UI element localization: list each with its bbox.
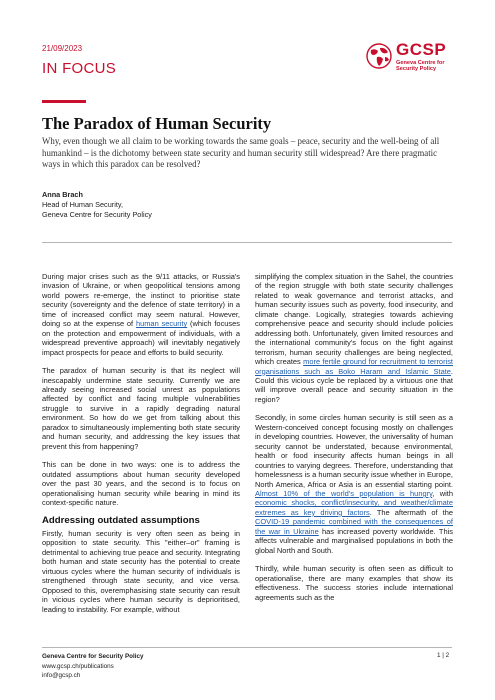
gcsp-logo[interactable] — [365, 40, 465, 74]
paragraph — [255, 413, 453, 555]
text-run: . The aftermath of the — [369, 507, 453, 517]
text-run: , with — [432, 488, 454, 498]
article-lead: Why, even though we all claim to be working towards the same goals – peace, security and the well-being of all humankind – is the dichotomy between state security and human security still widespread? Are there pragmatic ways in which this paradox can be resolved? — [42, 136, 440, 170]
footer — [42, 652, 144, 681]
left-column — [42, 272, 240, 623]
accent-rule — [42, 100, 86, 103]
world-hunger-link[interactable]: Almost 10% of the world's population is hungry — [255, 488, 433, 498]
text-run: has increased poverty worldwide. This affects vulnerable and marginalised populations in both the global North and South. — [255, 526, 453, 555]
paragraph: Firstly, human security is very often seen as being in opposition to state security. This "either–or" framing is detrimental to achieving true peace and security. Integrating both human and state security has the potential to create virtuous cycles where the human security of individuals is strengthened through state security, and vice versa. Opposed to this, overemphasising state security can result in vicious cycles where human security is deprioritised, leading to instability. For example, without — [42, 528, 240, 614]
logo-subtitle-line2: Security Policy — [396, 66, 437, 73]
paragraph — [42, 272, 240, 357]
paragraph — [255, 272, 453, 404]
driving-factors-link[interactable]: economic shocks, conflict/insecurity, and weather/climate extremes as key driving factors — [255, 498, 453, 517]
paragraph: Thirdly, while human security is often seen as difficult to operationalise, there are many examples that show its effectiveness. The success stories include international agreements such as the — [255, 564, 453, 602]
date: 21/09/2023 — [42, 44, 83, 53]
terrorist-recruitment-link[interactable]: more fertile ground for recruitment to terrorist organisations such as Boko Haram and Islamic State — [255, 357, 453, 376]
author-role: Head of Human Security, — [42, 199, 123, 209]
logo-subtitle — [396, 60, 466, 73]
footer-organisation: Geneva Centre for Security Policy — [42, 653, 144, 660]
text-run: simplifying the complex situation in the Sahel, the countries of the region struggle with both state security challenges related to weak governance and terrorist attacks, and human security issues such as poverty, food insecurity, and climate change. Logically, strategies towards achieving comprehensive peace and security should include policies addressing both. Unfortunately, given limited resources and the international community's focus on the fight against terrorism, human security challenges are being neglected, which creates — [255, 272, 453, 367]
text-run: . Could this vicious cycle be replaced by a virtuous one that will improve overall peace and security situation in the region? — [255, 366, 453, 404]
covid-ukraine-link[interactable]: COVID-19 pandemic combined with the consequences of the war in Ukraine — [255, 517, 453, 536]
text-run: (which focuses on the protection and empowerment of individuals, with a widespread preventive approach) will inevitably negatively impact prospects for peace and efforts to build security. — [42, 319, 240, 357]
author-name: Anna Brach — [42, 190, 83, 199]
paragraph: This can be done in two ways: one is to address the outdated assumptions about human security developed over the past 30 years, and the second is to focus on operationalising human security while bearing in mind its context-specific nature. — [42, 460, 240, 507]
publications-link[interactable]: www.gcsp.ch/publications — [42, 662, 114, 670]
divider — [42, 242, 452, 243]
logo-subtitle-line1: Geneva Centre for — [396, 60, 445, 66]
globe-icon — [365, 42, 393, 70]
right-column — [255, 272, 453, 611]
human-security-link[interactable]: human security — [135, 319, 188, 329]
author-block — [42, 190, 152, 219]
text-run: Secondly, in some circles human security is still seen as a Western-conceived concept focusing mostly on challenges in developing countries. However, the universality of human security cannot be understated, because environmental, health or food insecurity affects human beings in all countries to varying degrees. Therefore, understanding that homelessness is a human security issue whether in Europe, North America, Africa or Asia is an essential starting point. — [255, 413, 453, 489]
section-heading: Addressing outdated assumptions — [42, 515, 200, 527]
page-number: 1 | 2 — [437, 652, 450, 659]
author-organisation: Geneva Centre for Security Policy — [42, 209, 152, 219]
text-run: During major crises such as the 9/11 attacks, or Russia's invasion of Ukraine, or when geopolitical tensions among world powers re-emerge, the instinct to prioritise state security (sovereignty and the defence of state territory) in a time of increased conflict may seem natural. However, doing so at the expense of — [42, 272, 240, 329]
footer-rule — [42, 647, 452, 648]
email-link[interactable]: info@gcsp.ch — [42, 672, 81, 680]
article-title: The Paradox of Human Security — [42, 114, 272, 133]
paragraph: The paradox of human security is that its neglect will inescapably undermine state security. Currently we are already seeing increased social unrest as populations affected by conflict and facing multiple vulnerabilities struggle to survive in a rapidly degrading natural environment. So how do we get from talking about this paradox to simultaneously implementing both state security and human security, and addressing the key issues that prevent this from happening? — [42, 366, 240, 451]
section-label: IN FOCUS — [42, 60, 117, 77]
logo-name: GCSP — [396, 40, 447, 59]
